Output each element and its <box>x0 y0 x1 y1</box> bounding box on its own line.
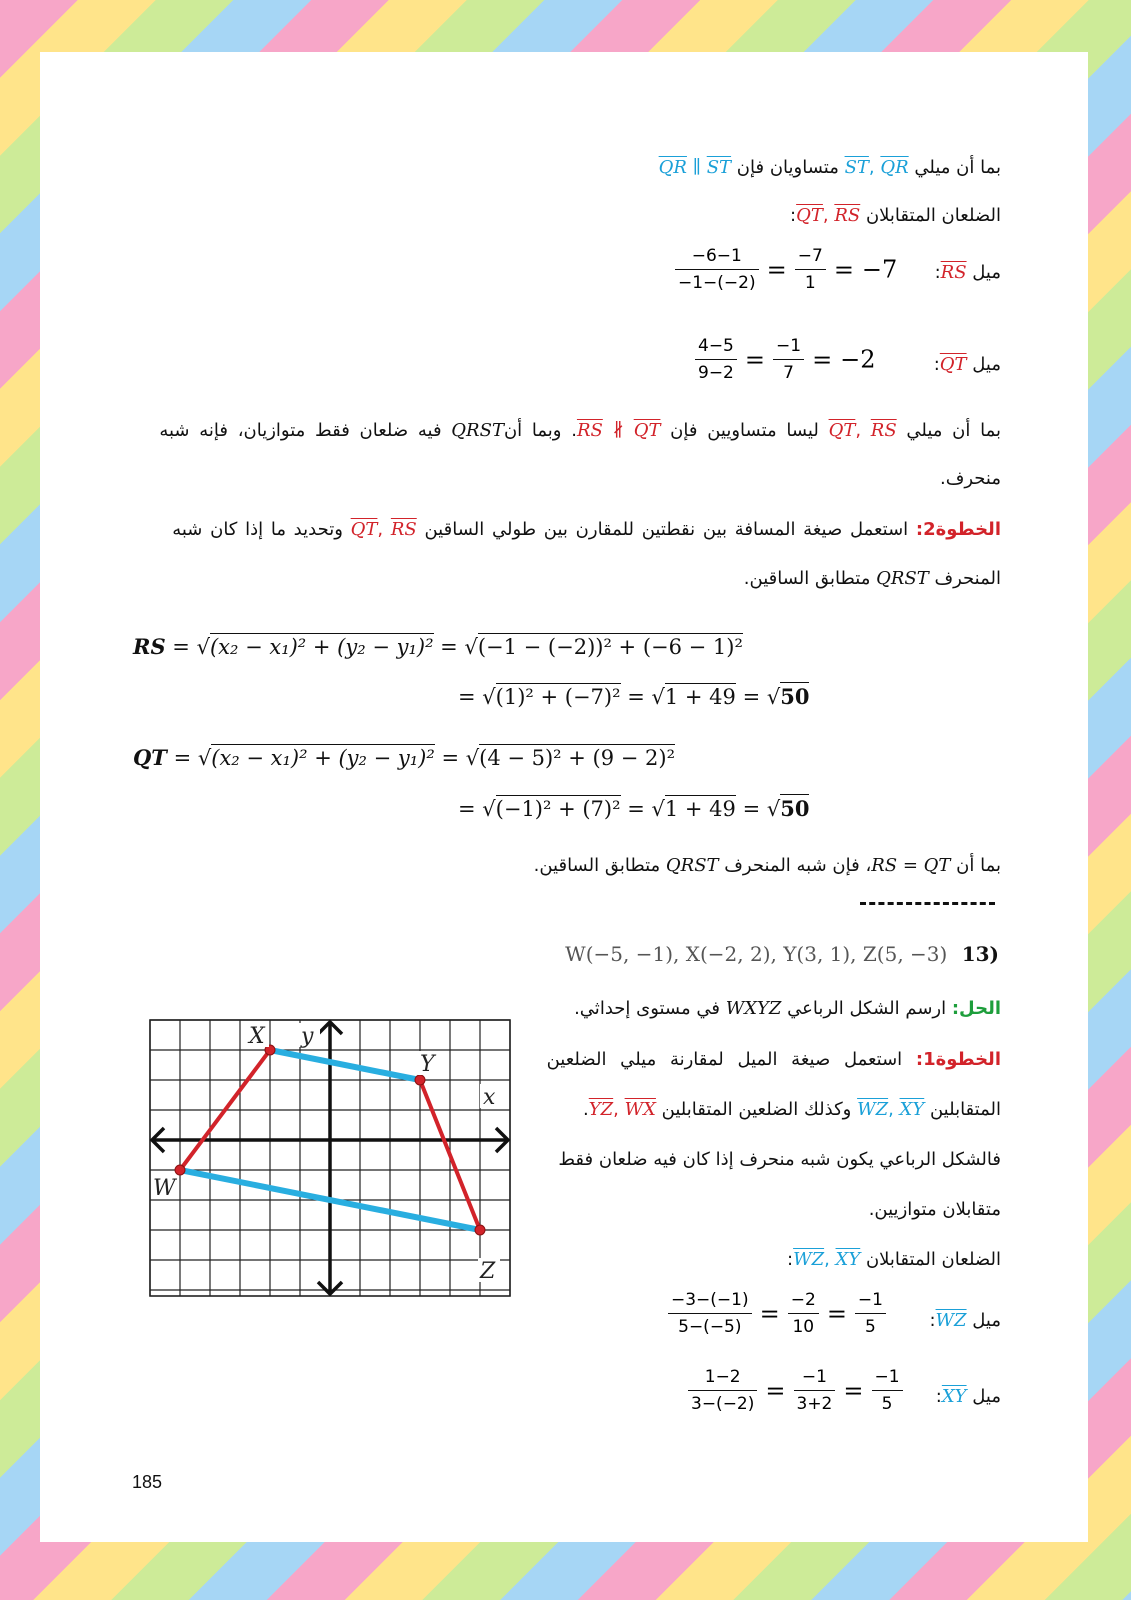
radicand: (−1)² + (7)² <box>495 797 621 821</box>
numerator: −1 <box>773 336 804 360</box>
segment: $\overline{ST}$ <box>706 157 732 178</box>
radicand: (4 − 5)² + (9 − 2)² <box>479 746 676 770</box>
shape-name: WXYZ <box>725 998 782 1019</box>
numerator: −1 <box>855 1290 886 1314</box>
text: ارسم الشكل الرباعي <box>781 998 952 1019</box>
text: بما أن ميلي <box>896 420 1001 441</box>
problem-13 <box>565 942 999 966</box>
text: ميل <box>966 1386 1001 1407</box>
slope-rs-calc: $\frac{-6-1}{-1-(-2)}$ = $\frac{-7}{1}$ = −7 <box>675 246 897 293</box>
step2-line <box>172 517 1001 543</box>
text: , <box>888 1099 900 1120</box>
text: الضلعان المتقابلان <box>860 205 1001 226</box>
text: بما أن <box>950 855 1001 876</box>
radicand: (x₂ − x₁)² + (y₂ − y₁)² <box>211 746 435 770</box>
text: : <box>790 205 797 226</box>
text: . وبما أن <box>503 420 577 441</box>
text-line: متقابلان متوازيين. <box>868 1199 1001 1220</box>
text: متساويان فإن <box>731 157 845 178</box>
radicand: 50 <box>780 796 810 821</box>
text: المنحرف <box>928 568 1001 589</box>
text: : <box>786 1249 794 1270</box>
text-line <box>744 566 1001 592</box>
text: وكذلك الضلعين المتقابلين <box>655 1099 858 1120</box>
conclusion <box>534 853 1001 879</box>
segment-qr: $\overline{QR}$ <box>880 157 909 178</box>
text: , <box>855 420 871 441</box>
fraction <box>855 1290 886 1337</box>
text: : <box>934 262 941 283</box>
text: المتقابلين <box>924 1099 1001 1120</box>
text: وتحديد ما إذا كان شبه <box>172 519 351 540</box>
segment: $\overline{QT}$ <box>633 420 661 441</box>
text: متطابق الساقين. <box>533 855 666 876</box>
slope-qt-label <box>934 352 1001 378</box>
shape-name: QRST <box>876 568 929 589</box>
problem-points: W(−5, −1), X(−2, 2), Y(3, 1), Z(5, −3) <box>565 942 948 966</box>
not-parallel-symbol: ∦ <box>602 420 634 441</box>
slope-qt-calc: $\frac{4-5}{9-2}$ = $\frac{-1}{7}$ = −2 <box>695 336 876 383</box>
text-line <box>583 1097 1001 1123</box>
segment-rs: $\overline{RS}$ <box>390 519 417 540</box>
fraction <box>872 1367 903 1414</box>
fraction <box>794 1367 836 1414</box>
text: في مستوى إحداثي. <box>574 998 726 1019</box>
segment-xy: $\overline{XY}$ <box>835 1249 861 1270</box>
lhs: QT <box>133 745 167 770</box>
label-x-point: X <box>249 1024 265 1049</box>
text: . <box>583 1099 589 1120</box>
numerator: −1 <box>794 1367 836 1391</box>
fraction <box>788 1290 819 1337</box>
parallel-expr <box>659 157 731 178</box>
coordinate-graph <box>148 1018 516 1298</box>
denominator: 3+2 <box>796 1394 833 1414</box>
label-z-point: Z <box>480 1259 496 1284</box>
text: الضلعان المتقابلان <box>860 1249 1001 1270</box>
step1-line <box>547 1047 1001 1073</box>
denominator: 1 <box>804 273 816 293</box>
text: ليسا متساويين فإن <box>660 420 829 441</box>
numerator: −3−(−1) <box>668 1290 752 1314</box>
denominator: 5 <box>865 1317 876 1337</box>
text: بما أن ميلي <box>908 157 1001 178</box>
numerator: −7 <box>795 246 826 270</box>
text: , <box>824 1249 836 1270</box>
label-w-point: W <box>153 1176 176 1201</box>
text-line: منحرف. <box>939 468 1001 489</box>
denominator: 9−2 <box>698 363 734 383</box>
segment-qt: $\overline{QT}$ <box>796 205 823 226</box>
step-label: الخطوة1: <box>915 1049 1001 1070</box>
text: , <box>377 519 391 540</box>
y-axis-label: y <box>301 1024 314 1049</box>
segment-wx: $\overline{WX}$ <box>624 1099 656 1120</box>
segment-st: $\overline{ST}$ <box>844 157 869 178</box>
segment: $\overline{QR}$ <box>658 157 687 178</box>
segment-qt: $\overline{QT}$ <box>350 519 378 540</box>
segment: $\overline{RS}$ <box>576 420 603 441</box>
text: , <box>822 205 835 226</box>
step-label: الخطوة2: <box>915 519 1001 540</box>
slope-wz-calc: $\frac{-3-(-1)}{5-(-5)}$ = $\frac{-2}{10}$ = $\frac{-1}{5}$ <box>668 1290 886 1337</box>
numerator: 4−5 <box>695 336 737 360</box>
page-number: 185 <box>132 1472 163 1492</box>
parallel-symbol: ∥ <box>686 157 707 178</box>
text: استعمل صيغة المسافة بين نقطتين للمقارن بين طولي الساقين <box>416 519 916 540</box>
text: ، فإن شبه المنحرف <box>718 855 872 876</box>
distance-qt-line2: = √(−1)² + (7)² = √1 + 49 = √50 <box>458 796 810 821</box>
segment-rs: $\overline{RS}$ <box>870 420 897 441</box>
segment-wz: $\overline{WZ}$ <box>793 1249 825 1270</box>
fraction <box>688 1367 757 1414</box>
lhs: RS <box>133 634 166 659</box>
text-line: فالشكل الرباعي يكون شبه منحرف إذا كان فيه ضلعان فقط <box>558 1149 1001 1170</box>
label-y-point: Y <box>420 1052 435 1077</box>
text: فيه ضلعان فقط متوازيان، فإنه شبه <box>159 420 452 441</box>
denominator: 10 <box>792 1317 815 1337</box>
solution-label: الحل: <box>951 998 1001 1019</box>
segment-yz: $\overline{YZ}$ <box>588 1099 614 1120</box>
side-xy <box>270 1050 420 1080</box>
denominator: 5−(−5) <box>678 1317 742 1337</box>
denominator: −1−(−2) <box>678 273 756 293</box>
slope-xy-calc: $\frac{1-2}{3-(-2)}$ = $\frac{-1}{3+2}$ = $\frac{-1}{5}$ <box>688 1367 903 1414</box>
radicand: (−1 − (−2))² + (−6 − 1)² <box>477 635 743 659</box>
not-parallel-expr <box>577 420 661 441</box>
slope-rs-label <box>935 260 1001 286</box>
point-w <box>175 1165 185 1175</box>
text-line <box>787 1247 1001 1273</box>
fraction <box>773 336 804 383</box>
text: متطابق الساقين. <box>743 568 877 589</box>
equation: RS = QT <box>871 855 951 876</box>
segment-wz: $\overline{WZ}$ <box>935 1310 967 1331</box>
segment-qt: $\overline{QT}$ <box>828 420 856 441</box>
denominator: 3−(−2) <box>691 1394 755 1414</box>
numerator: 1−2 <box>688 1367 757 1391</box>
x-axis-label: x <box>483 1085 496 1110</box>
fraction <box>675 246 759 293</box>
slope-xy-label <box>936 1384 1001 1410</box>
text: استعمل صيغة الميل لمقارنة ميلي الضلعين <box>546 1049 916 1070</box>
solution-line <box>574 996 1001 1022</box>
radicand: 1 + 49 <box>664 797 736 821</box>
point-z <box>475 1225 485 1235</box>
opposite-sides-heading <box>790 203 1001 229</box>
segment-qt: $\overline{QT}$ <box>939 354 967 375</box>
numerator: −2 <box>788 1290 819 1314</box>
denominator: 7 <box>783 363 794 383</box>
fraction <box>695 336 737 383</box>
radicand: 50 <box>780 684 810 709</box>
slope-wz-label <box>929 1308 1001 1334</box>
parallel-statement <box>659 155 1001 181</box>
segment-xy: $\overline{XY}$ <box>899 1099 925 1120</box>
segment-rs: $\overline{RS}$ <box>834 205 861 226</box>
numerator: −1 <box>872 1367 903 1391</box>
text: : <box>935 1386 942 1407</box>
result: −2 <box>840 345 876 374</box>
text: , <box>613 1099 625 1120</box>
radicand: (x₂ − x₁)² + (y₂ − y₁)² <box>209 635 434 659</box>
not-parallel-statement <box>159 418 1001 444</box>
divider <box>860 902 995 905</box>
segment-xy: $\overline{XY}$ <box>941 1386 967 1407</box>
denominator: 5 <box>881 1394 893 1414</box>
number: 13 <box>961 942 990 966</box>
text: ميل <box>966 262 1001 283</box>
segment-rs: $\overline{RS}$ <box>940 262 967 283</box>
radicand: (1)² + (−7)² <box>495 685 621 709</box>
text: : <box>933 354 940 375</box>
fraction <box>668 1290 752 1337</box>
shape-name: QRST <box>665 855 719 876</box>
segment-wz: $\overline{WZ}$ <box>857 1099 889 1120</box>
distance-rs-line2: = √(1)² + (−7)² = √1 + 49 = √50 <box>458 684 810 709</box>
distance-rs-line1: RS = √(x₂ − x₁)² + (y₂ − y₁)² = √(−1 − (−2))² + (−6 − 1)² <box>133 634 743 659</box>
shape-name: QRST <box>451 420 504 441</box>
radicand: 1 + 49 <box>664 685 736 709</box>
result: −7 <box>861 255 898 284</box>
fraction <box>795 246 826 293</box>
problem-number: 13) <box>961 942 999 966</box>
text: ميل <box>966 354 1001 375</box>
text: ميل <box>966 1310 1001 1331</box>
distance-qt-line1: QT = √(x₂ − x₁)² + (y₂ − y₁)² = √(4 − 5)² + (9 − 2)² <box>133 745 676 770</box>
text: : <box>929 1310 936 1331</box>
numerator: −6−1 <box>675 246 759 270</box>
text: , <box>868 157 881 178</box>
